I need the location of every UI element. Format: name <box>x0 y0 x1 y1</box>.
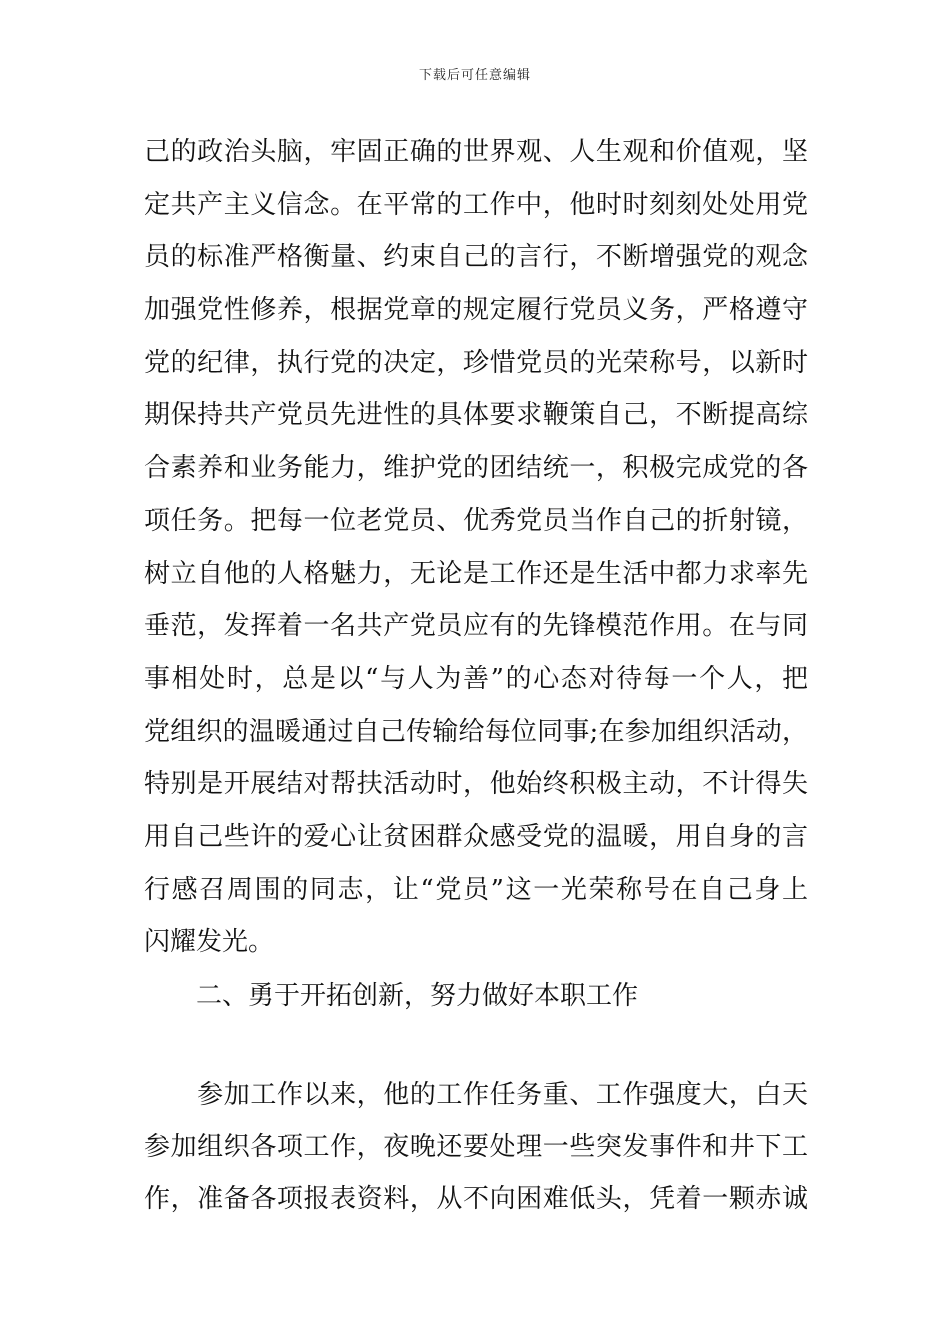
text-line: 行感召周围的同志，让“党员”这一光荣称号在自己身上 <box>144 874 808 905</box>
text-line: 项任务。把每一位老党员、优秀党员当作自己的折射镜， <box>144 505 808 536</box>
text-line: 作，准备各项报表资料，从不向困难低头，凭着一颗赤诚 <box>144 1184 808 1214</box>
section-heading: 二、勇于开拓创新，努力做好本职工作 <box>196 981 639 1011</box>
text-line: 期保持共产党员先进性的具体要求鞭策自己，不断提高综 <box>144 400 808 431</box>
text-line: 己的政治头脑，牢固正确的世界观、人生观和价值观，坚 <box>144 137 808 167</box>
text-line: 定共产主义信念。在平常的工作中，他时时刻刻处处用党 <box>144 189 808 220</box>
body-paragraph <box>144 126 808 969</box>
text-line: 特别是开展结对帮扶活动时，他始终积极主动，不计得失 <box>144 769 808 800</box>
text-line: 党的纪律，执行党的决定，珍惜党员的光荣称号，以新时 <box>144 347 808 378</box>
text-line: 闪耀发光。 <box>144 927 275 958</box>
text-line: 参加组织各项工作，夜晚还要处理一些突发事件和井下工 <box>144 1132 808 1162</box>
page-header: 下载后可任意编辑 <box>418 68 531 83</box>
text-line: 用自己些许的爱心让贫困群众感受党的温暖，用自身的言 <box>144 821 808 852</box>
body-paragraph <box>144 1069 808 1225</box>
text-line: 事相处时，总是以“与人为善”的心态对待每一个人，把 <box>144 663 808 694</box>
text-line: 加强党性修养，根据党章的规定履行党员义务，严格遵守 <box>144 295 808 326</box>
text-line: 参加工作以来，他的工作任务重、工作强度大，白天 <box>144 1080 808 1110</box>
text-line: 合素养和业务能力，维护党的团结统一，积极完成党的各 <box>144 453 808 484</box>
text-line: 员的标准严格衡量、约束自己的言行，不断增强党的观念 <box>144 242 808 273</box>
text-line: 党组织的温暖通过自己传输给每位同事;在参加组织活动， <box>144 716 808 747</box>
text-line: 垂范，发挥着一名共产党员应有的先锋模范作用。在与同 <box>144 611 808 642</box>
text-line: 树立自他的人格魅力，无论是工作还是生活中都力求率先 <box>144 558 808 589</box>
